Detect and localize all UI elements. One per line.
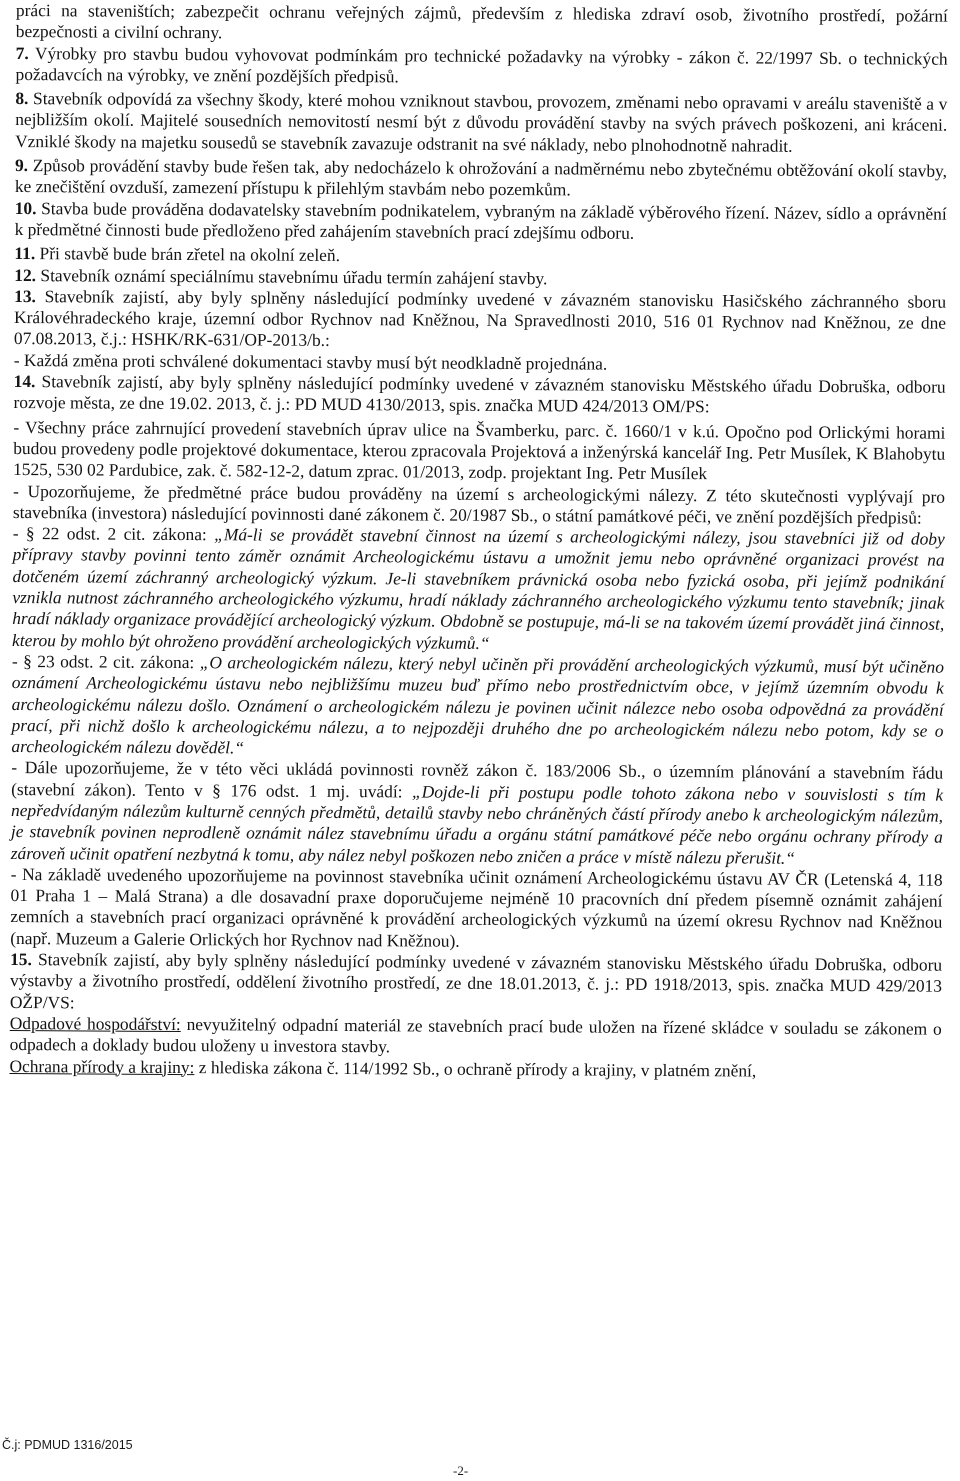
paragraph-13 (14, 286, 946, 356)
paragraph-number: 11. (14, 243, 36, 264)
paragraph-text: Stavebník zajistí, aby byly splněny následující podmínky uvedené v závazném stanovisku Hasičského záchranného sboru Královéhradeckého kraje, územní odbor Rychnov nad Kněžnou, Na Spravedlnosti 2010, 516 01 Rychnov nad Kněžnou, ze dne 07.08.2013, č.j.: HSHK/RK-631/OP-2013/b.: (13, 286, 947, 351)
paragraph-number: 15. (10, 949, 32, 970)
citation-lead: - Dále upozorňujeme, že v této věci ukládá povinnosti rovněž zákon č. 183/2006 Sb., o územním plánování a stavebním řádu (stavební zákon). Tento v § 176 odst. 1 mj. uvádí: (11, 757, 944, 802)
page-number: -2- (453, 1463, 469, 1478)
paragraph-text: Při stavbě bude brán zřetel na okolní zeleň. (39, 243, 341, 266)
citation-quote: „Má-li se provádět stavební činnost na území s archeologickými nálezy, jsou stavebníci již od doby přípravy stavby povinni tento záměr oznámit Archeologickému ústavu a umožnit jemu nebo oprávněné organizaci provést na dotčeném území záchranný archeologický výzkum. Je-li stavebníkem právnická osoba nebo fyzická osoba, při jejímž podnikání vznikla nutnost záchranného archeologického výzkumu, hradí náklady záchranného archeologického výzkumu tento stavebník; jinak hradí náklady organizace provádějící archeologický výzkum. Obdobně se postupuje, má-li se na takovém území provádět jiná činnost, kterou by mohlo být ohroženo provádění archeologických výzkumů.“ (12, 524, 945, 653)
paragraph-intro: práci na staveništích; zabezpečit ochranu veřejných zájmů, především z hlediska zdraví osob, životního prostředí, požární bezpečnosti a civilní ochrany. (15, 0, 948, 43)
paragraph-15-nature (9, 1056, 941, 1083)
paragraph-14-building-act (11, 757, 944, 869)
paragraph-14 (13, 371, 945, 419)
subsection-heading: Odpadové hospodářství: (9, 1012, 181, 1034)
paragraph-number: 14. (13, 371, 36, 392)
subsection-text: nevyužitelný odpadní materiál ze stavebních prací bude uložen na řízené skládce v souladu se zákonem o odpadech a doklady budou uloženy u investora stavby. (9, 1013, 942, 1057)
paragraph-7 (15, 43, 947, 91)
subsection-heading: Ochrana přírody a krajiny: (9, 1055, 195, 1077)
paragraph-number: 13. (14, 285, 37, 306)
citation-quote: „Dojde-li při postupu podle tohoto zákona nebo v souvislosti s tím k nepředvídaným nálezům kulturně cenných předmětů, detailů stavby nebo chráněných částí přírody anebo k archeologickým nálezům, je stavebník povinen neprodleně oznámit nález stavebnímu úřadu a orgánu státní památkové péče nebo orgánu ochrany přírody a zároveň učinit opatření nezbytná k tomu, aby nález nebyl poškozen nebo zničen a práce v místě nálezu přerušit.“ (10, 781, 944, 868)
paragraph-14-archeology-notice: - Upozorňujeme, že předmětné práce budou prováděny na území s archeologickými nálezy. Z této skutečnosti vyplývají pro stavebníka (investora) následující povinnosti dané zákonem č. 20/1987 Sb., o státní památkové péči, ve znění pozdějších předpisů: (12, 480, 946, 528)
paragraph-10 (15, 198, 947, 246)
paragraph-13-condition: - Každá změna proti schválené dokumentaci stavby musí být neodkladně projednána. (13, 349, 608, 374)
paragraph-15-waste (10, 1013, 942, 1061)
paragraph-number: 8. (15, 88, 29, 109)
paragraph-15 (10, 949, 942, 1019)
document-page (9, 0, 948, 1083)
paragraph-text: Výrobky pro stavbu budou vyhovovat podmínkám pro technické požadavky na výrobky - zákon č. 22/1997 Sb. o technických požadavcích na výrobky, ve znění pozdějších předpisů. (15, 42, 948, 87)
paragraph-14-section-22 (12, 523, 945, 656)
paragraph-text: Stavebník zajistí, aby byly splněny následující podmínky uvedené v závazném stanovisku Městského úřadu Dobruška, odboru výstavby a životního prostředí, oddělení životního prostředí, ze dne 18.01.2013, č. j.: PD 1918/2013, spis. značka MUD 429/2013 OŽP/VS: (9, 949, 943, 1013)
paragraph-number: 12. (14, 264, 37, 285)
paragraph-number: 9. (14, 155, 29, 176)
paragraph-text: Stavebník zajistí, aby byly splněny následující podmínky uvedené v závazném stanovisku Městského úřadu Dobruška, odboru rozvoje města, ze dne 19.02. 2013, č. j.: PD MUD 4130/2013, spis. značka MUD 424/2013 OM/PS: (13, 371, 946, 417)
reference-number: Č.j: PDMUD 1316/2015 (2, 1438, 133, 1452)
citation-lead: - § 22 odst. 2 cit. zákona: (12, 523, 215, 545)
paragraph-14-section-23 (11, 651, 944, 763)
paragraph-number: 7. (15, 42, 29, 63)
paragraph-text: Stavba bude prováděna dodavatelsky stavebním podnikatelem, vybraným na základě výběrového řízení. Název, sídlo a oprávnění k předmětné činnosti bude předloženo před zahájením stavebních prací zdejšímu odboru. (14, 197, 947, 243)
paragraph-number: 10. (14, 197, 37, 218)
paragraph-text: Způsob provádění stavby bude řešen tak, aby nedocházelo k ohrožování a nadměrnému nebo zbytečnému obtěžování okolí stavby, ke znečištění ovzduší, zamezení přístupu k přilehlým stavbám nebo pozemkům. (14, 155, 948, 200)
paragraph-14-works: - Všechny práce zahrnující provedení stavebních úprav ulice na Švamberku, parc. č. 1660/1 v k.ú. Opočno pod Orlickými horami budou provedeny podle projektové dokumentace, kterou zpracovala Projektová a inženýrská kancelář Ing. Petr Musílek, K Blahobytu 1525, 530 02 Pardubice, zak. č. 582-12-2, datum zprac. 01/2013, zodp. projektant Ing. Petr Musílek (13, 416, 946, 484)
citation-lead: - § 23 odst. 2 cit. zákona: (11, 650, 200, 673)
paragraph-9 (15, 155, 947, 203)
citation-quote: „O archeologickém nálezu, který nebyl učiněn při provádění archeologických výzkumů, musí být učiněno oznámení Archeologickému ústavu nebo nejbližšímu muzeu buď přímo nebo prostřednictvím obce, v jejímž územním obvodu k archeologickému nálezu došlo. Oznámení o archeologickém nálezu je povinen učinit nálezce nebo osoba odpovědná za provádění prací, při nichž došlo k archeologickému nálezu, a to nejpozději druhého dne po archeologickém nálezu nebo potom, kdy se o archeologickém nálezu dověděl.“ (11, 652, 945, 758)
paragraph-14-notification: - Na základě uvedeného upozorňujeme na povinnost stavebníka učinit oznámení Archeologickému ústavu AV ČR (Letenská 4, 118 01 Praha 1 – Malá Strana) a dle dosavadní praxe doporučujeme nejméně 10 pracovních dní předem písemně oznámit zahájení zemních a stavebních prací organizaci oprávněné k provádění archeologických výzkumů na území okresu Rychnov nad Kněžnou (např. Muzeum a Galerie Orlických hor Rychnov nad Kněžnou). (10, 863, 943, 951)
paragraph-text: Stavebník odpovídá za všechny škody, které mohou vzniknout stavbou, provozem, změnami nebo opravami v areálu staveniště a v nejbližším okolí. Majitelé sousedních nemovitostí nesmí být z důvodu provádění stavby na svých právech poškozeni, ani kráceni. Vzniklé škody na majetku sousedů se stavebník zavazuje odstranit na své náklady, nebo plnohodnotně nahradit. (15, 88, 948, 156)
subsection-text: z hlediska zákona č. 114/1992 Sb., o ochraně přírody a krajiny, v platném znění, (194, 1056, 757, 1081)
paragraph-8 (15, 88, 947, 158)
paragraph-text: Stavebník oznámí speciálnímu stavebnímu úřadu termín zahájení stavby. (40, 264, 548, 288)
